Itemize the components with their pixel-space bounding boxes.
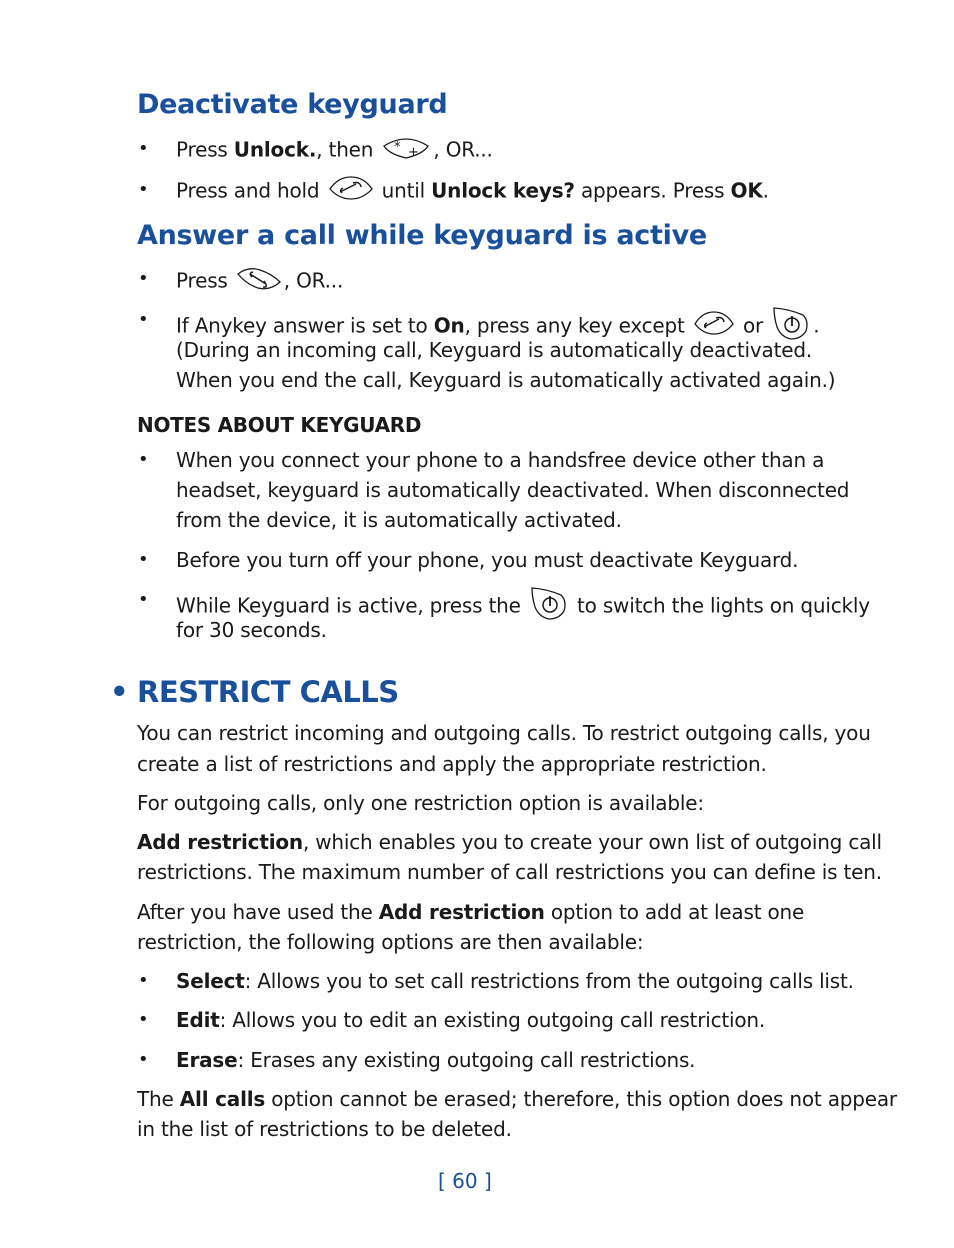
answer-step-2-line-2: (During an incoming call, Keyguard is automatically deactivated. bbox=[176, 338, 812, 362]
unlock-label: Unlock. bbox=[233, 137, 317, 162]
answer-step-2-line-3: When you end the call, Keyguard is automatically activated again.) bbox=[176, 368, 836, 392]
text: appears. Press bbox=[574, 178, 731, 203]
text: , which enables you to create your own list of outgoing call bbox=[302, 830, 882, 854]
select-label: Select bbox=[176, 969, 245, 993]
text: : Erases any existing outgoing call restrictions. bbox=[237, 1048, 696, 1072]
restrict-intro-line-1: You can restrict incoming and outgoing calls. To restrict outgoing calls, you bbox=[137, 721, 871, 745]
restrict-intro-line-2: create a list of restrictions and apply the appropriate restriction. bbox=[137, 752, 767, 776]
deactivate-step-1 bbox=[176, 134, 493, 168]
page-number: [ 60 ] bbox=[438, 1169, 492, 1193]
menu-key-icon bbox=[328, 175, 374, 209]
option-erase bbox=[176, 1045, 695, 1075]
bullet: • bbox=[138, 1049, 149, 1070]
note-3-line-2: for 30 seconds. bbox=[176, 618, 327, 642]
after-add-line-2: restriction, the following options are then available: bbox=[137, 930, 644, 954]
heading-restrict-calls: RESTRICT CALLS bbox=[137, 675, 399, 709]
text: or bbox=[736, 313, 770, 338]
text: Press bbox=[176, 268, 234, 293]
add-restriction-label: Add restriction bbox=[378, 900, 545, 924]
bullet: • bbox=[138, 268, 149, 289]
on-label: On bbox=[433, 313, 465, 338]
text: : Allows you to edit an existing outgoing call restriction. bbox=[219, 1008, 766, 1032]
option-select bbox=[176, 966, 854, 996]
option-edit bbox=[176, 1005, 765, 1035]
bullet: • bbox=[138, 549, 149, 570]
svg-text:*: * bbox=[394, 140, 401, 155]
note-1-line-1: When you connect your phone to a handsfree device other than a bbox=[176, 448, 825, 472]
text: , OR... bbox=[283, 268, 344, 293]
note-2: Before you turn off your phone, you must deactivate Keyguard. bbox=[176, 548, 799, 572]
all-calls-label: All calls bbox=[179, 1087, 266, 1111]
heading-deactivate-keyguard: Deactivate keyguard bbox=[137, 89, 448, 120]
restrict-calls-bullet: • bbox=[110, 675, 129, 709]
text: While Keyguard is active, press the bbox=[176, 593, 527, 618]
star-key-icon bbox=[381, 134, 431, 168]
restrict-outgoing-note: For outgoing calls, only one restriction option is available: bbox=[137, 791, 704, 815]
bullet: • bbox=[138, 449, 149, 470]
note-1-line-3: from the device, it is automatically activated. bbox=[176, 508, 622, 532]
bullet: • bbox=[138, 179, 149, 200]
text: to switch the lights on quickly bbox=[570, 593, 870, 618]
bullet: • bbox=[138, 309, 149, 330]
all-calls-line-1 bbox=[137, 1084, 897, 1114]
add-restriction-line-2: restrictions. The maximum number of call restrictions you can define is ten. bbox=[137, 860, 882, 884]
heading-answer-call: Answer a call while keyguard is active bbox=[137, 220, 707, 251]
text: option to add at least one bbox=[544, 900, 805, 924]
svg-text:+: + bbox=[408, 145, 420, 160]
answer-step-1 bbox=[176, 264, 343, 300]
bullet: • bbox=[138, 970, 149, 991]
text: Press and hold bbox=[176, 178, 326, 203]
text: If Anykey answer is set to bbox=[176, 313, 434, 338]
text: until bbox=[375, 178, 432, 203]
text: . bbox=[813, 313, 820, 338]
text: After you have used the bbox=[137, 900, 379, 924]
text: . bbox=[762, 178, 769, 203]
notes-heading: NOTES ABOUT KEYGUARD bbox=[137, 413, 422, 437]
power-key-icon bbox=[529, 585, 569, 629]
text: Press bbox=[176, 137, 234, 162]
text: , press any key except bbox=[464, 313, 691, 338]
after-add-line-1 bbox=[137, 897, 804, 927]
text: option cannot be erased; therefore, this option does not appear bbox=[265, 1087, 897, 1111]
note-1-line-2: headset, keyguard is automatically deactivated. When disconnected bbox=[176, 478, 850, 502]
text: : Allows you to set call restrictions from the outgoing calls list. bbox=[244, 969, 854, 993]
edit-label: Edit bbox=[176, 1008, 220, 1032]
bullet: • bbox=[138, 138, 149, 159]
add-restriction-label: Add restriction bbox=[137, 830, 303, 854]
text: , OR... bbox=[433, 137, 493, 162]
ok-label: OK bbox=[730, 178, 763, 203]
text: The bbox=[137, 1087, 180, 1111]
deactivate-step-2 bbox=[176, 175, 769, 209]
unlock-keys-label: Unlock keys? bbox=[431, 178, 575, 203]
bullet: • bbox=[138, 1009, 149, 1030]
text: , then bbox=[316, 137, 380, 162]
erase-label: Erase bbox=[176, 1048, 238, 1072]
all-calls-line-2: in the list of restrictions to be deleted. bbox=[137, 1117, 512, 1141]
add-restriction-line-1 bbox=[137, 827, 882, 857]
bullet: • bbox=[138, 589, 149, 610]
talk-key-icon bbox=[236, 264, 282, 300]
